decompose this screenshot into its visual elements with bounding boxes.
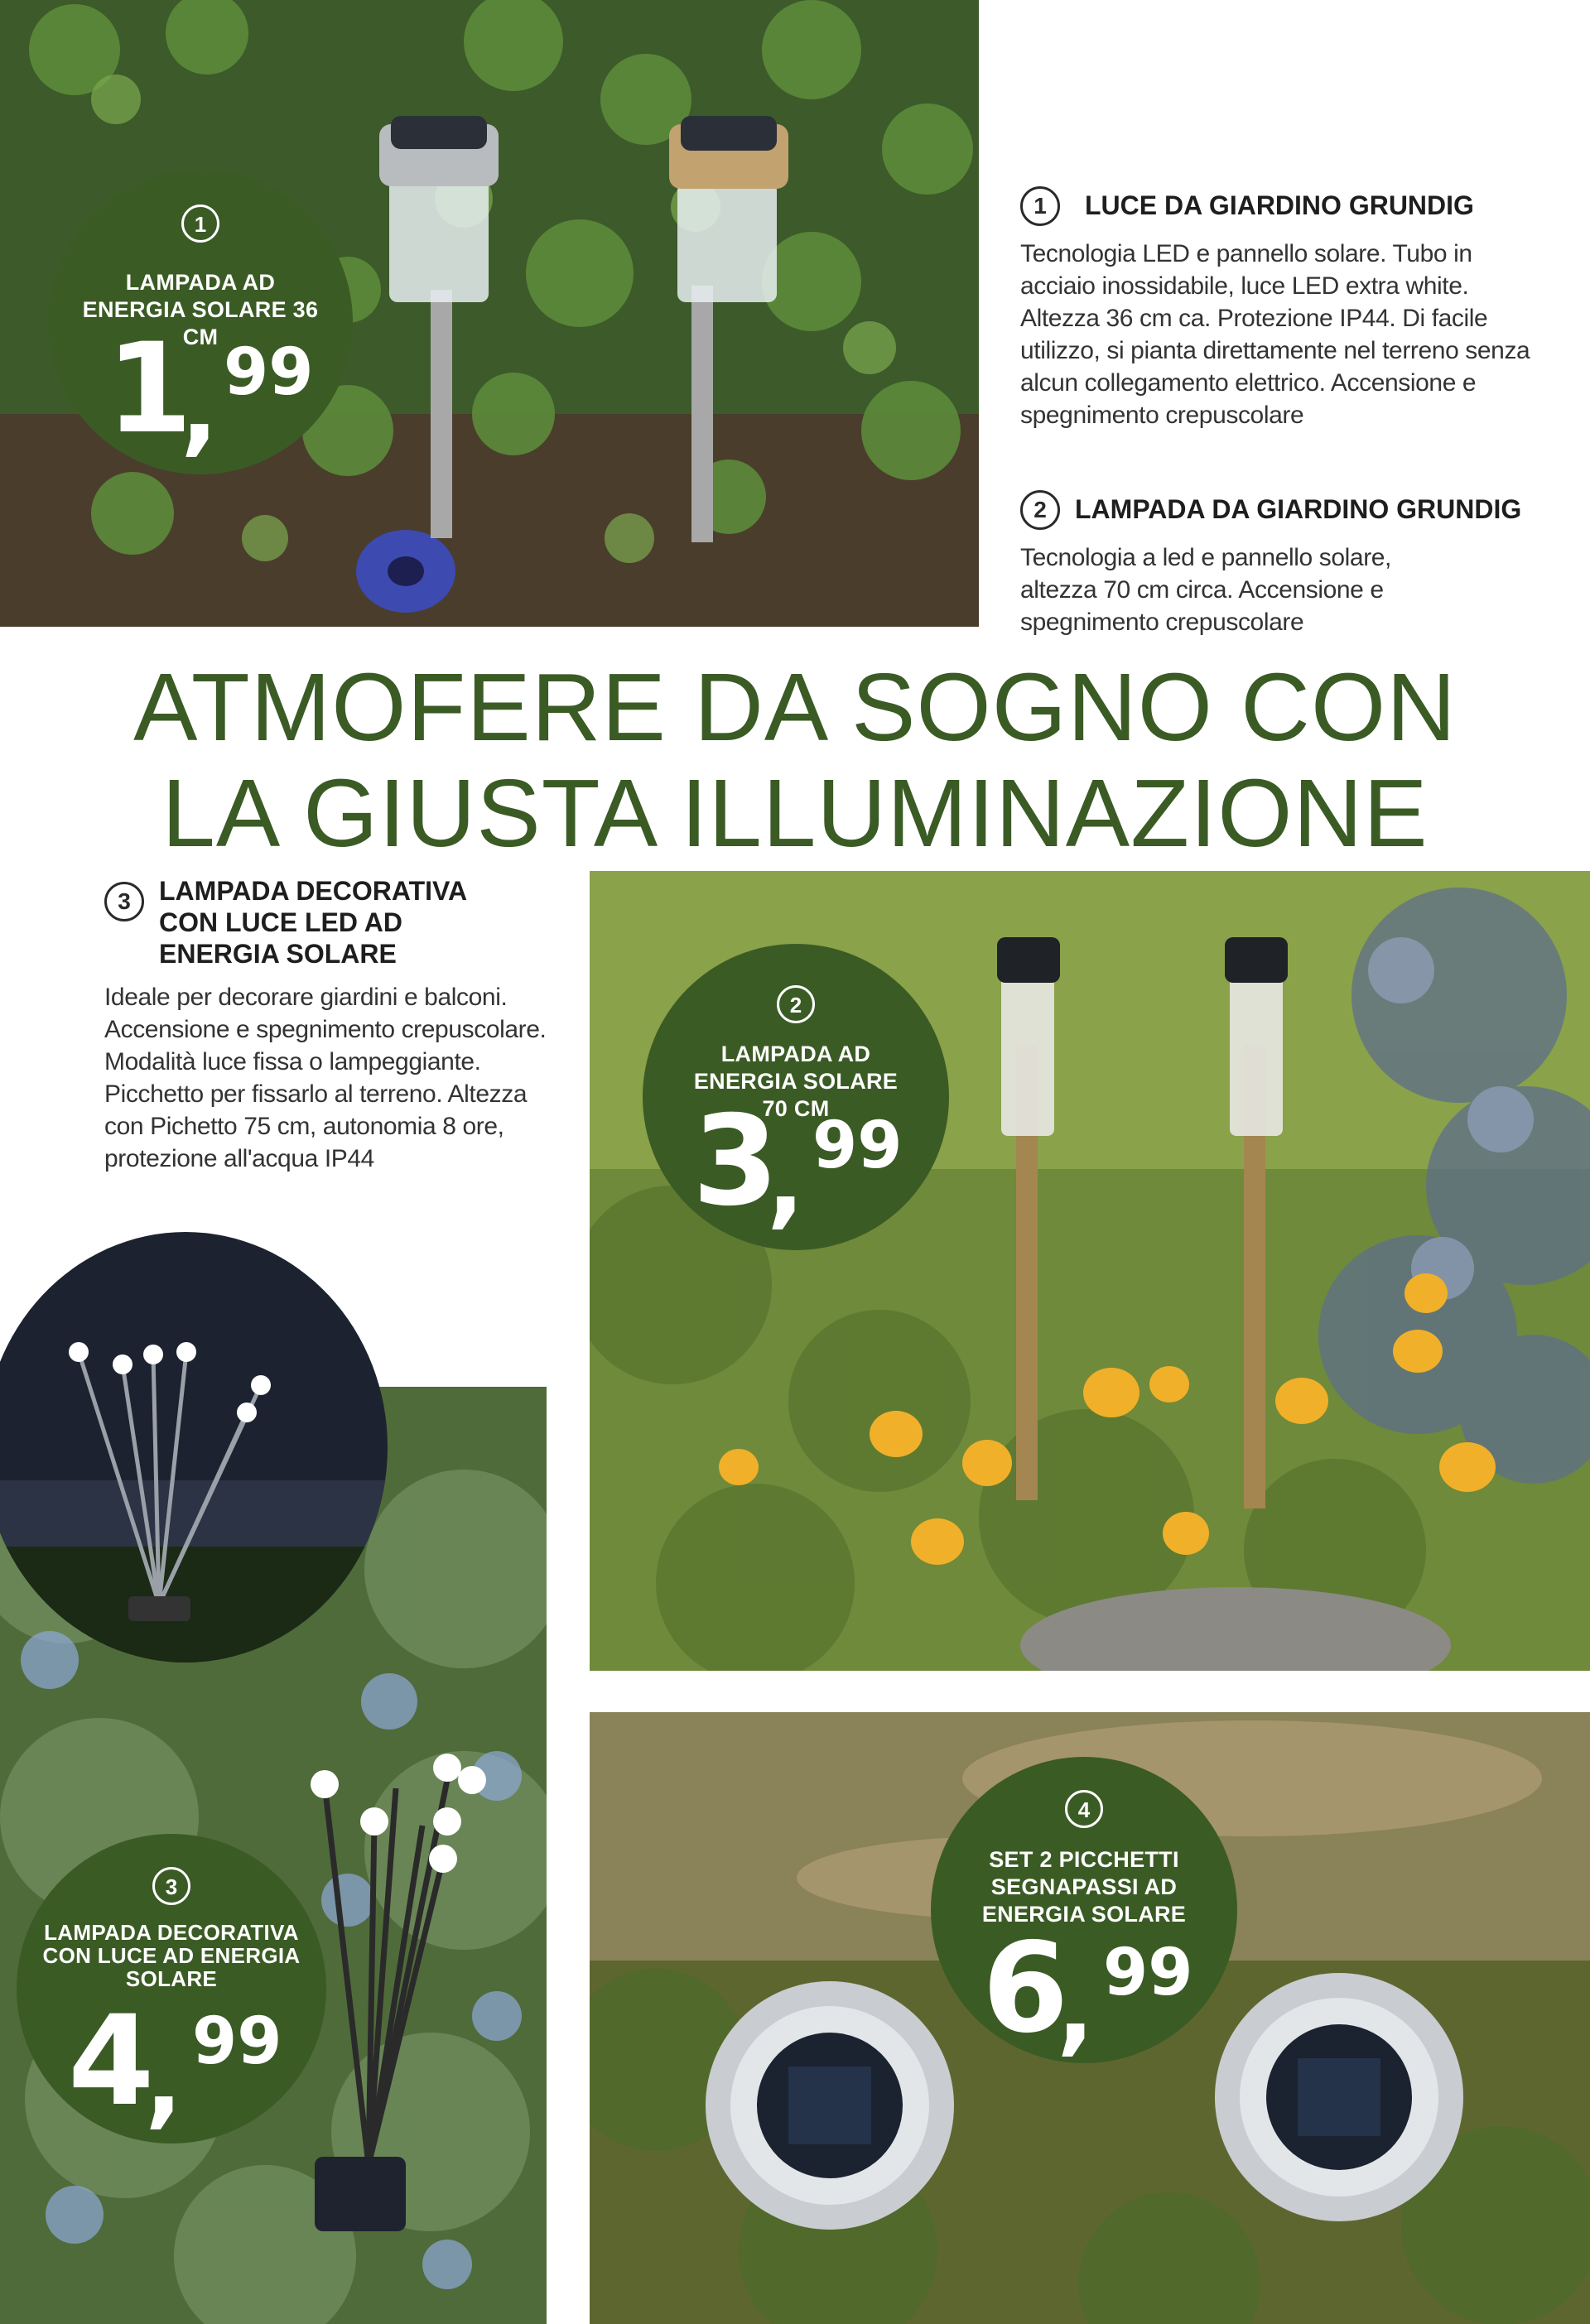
product-3-description bbox=[104, 875, 552, 1175]
headline-line-1: ATMOFERE DA SOGNO CON bbox=[133, 653, 1457, 761]
headline-line-2: LA GIUSTA ILLUMINAZIONE bbox=[161, 759, 1429, 867]
price-badge-3 bbox=[17, 1834, 326, 2144]
price-badge-1-number: 1 bbox=[181, 204, 219, 243]
price-badge-2-number: 2 bbox=[777, 985, 815, 1023]
price-badge-1 bbox=[48, 170, 353, 474]
price-badge-3-number: 3 bbox=[152, 1867, 190, 1905]
price-badge-3-comma: , bbox=[145, 2024, 183, 2139]
price-badge-2-decimals: 99 bbox=[812, 1109, 903, 1183]
price-badge-2-comma: , bbox=[767, 1124, 805, 1239]
price-badge-1-decimals: 99 bbox=[224, 335, 314, 410]
product-1-number: 1 bbox=[1020, 186, 1060, 226]
product-3-number: 3 bbox=[104, 882, 144, 921]
price-badge-3-decimals: 99 bbox=[192, 2004, 282, 2079]
product-3-body: Ideale per decorare giardini e balconi. Accensione e spegnimento crepuscolare. Modalità luce fissa o lampeggiante. Picchetto per fissarlo al terreno. Altezza con Pichetto 75 cm, autonomia 8 ore, protezione all'acqua IP44 bbox=[104, 984, 547, 1172]
price-badge-3-integer: 4 bbox=[68, 1990, 155, 2134]
product-3-title: LAMPADA DECORATIVA CON LUCE LED AD ENERGIA SOLARE bbox=[159, 876, 466, 969]
product-2-description bbox=[1020, 490, 1559, 638]
price-badge-1-title: LAMPADA AD ENERGIA SOLARE 36 CM bbox=[82, 270, 319, 349]
page-headline bbox=[0, 654, 1590, 866]
price-badge-2-title: LAMPADA AD ENERGIA SOLARE 70 CM bbox=[693, 1042, 899, 1121]
price-badge-1-comma: , bbox=[181, 352, 219, 467]
price-badge-4-comma: , bbox=[1057, 1951, 1095, 2067]
price-badge-2-integer: 3 bbox=[692, 1090, 779, 1234]
photo-decorative-lamp-night bbox=[0, 1232, 388, 1662]
product-2-title: LAMPADA DA GIARDINO GRUNDIG bbox=[1075, 494, 1522, 524]
price-badge-3-title: LAMPADA DECORATIVA CON LUCE AD ENERGIA SOLARE bbox=[42, 1920, 301, 1991]
price-badge-4-integer: 6 bbox=[982, 1917, 1069, 2061]
price-badge-4-number: 4 bbox=[1065, 1790, 1103, 1828]
product-1-description bbox=[1020, 186, 1550, 431]
price-badge-4 bbox=[931, 1757, 1237, 2067]
product-2-body: Tecnologia a led e pannello solare, altezza 70 cm circa. Accensione e spegnimento crepuscolare bbox=[1020, 544, 1391, 636]
price-badge-1-integer: 1 bbox=[106, 317, 193, 461]
price-badge-4-decimals: 99 bbox=[1103, 1936, 1193, 2010]
product-1-title: LUCE DA GIARDINO GRUNDIG bbox=[1085, 190, 1474, 220]
product-2-number: 2 bbox=[1020, 490, 1060, 530]
product-1-body: Tecnologia LED e pannello solare. Tubo in acciaio inossidabile, luce LED extra white. Altezza 36 cm ca. Protezione IP44. Di facile utilizzo, si pianta direttamente nel terreno senza alcun collegamento elettrico. Accensione e spegnimento crepuscolare bbox=[1020, 240, 1530, 429]
price-badge-4-title: SET 2 PICCHETTI SEGNAPASSI AD ENERGIA SOLARE bbox=[981, 1847, 1187, 1927]
price-badge-2 bbox=[643, 944, 949, 1250]
